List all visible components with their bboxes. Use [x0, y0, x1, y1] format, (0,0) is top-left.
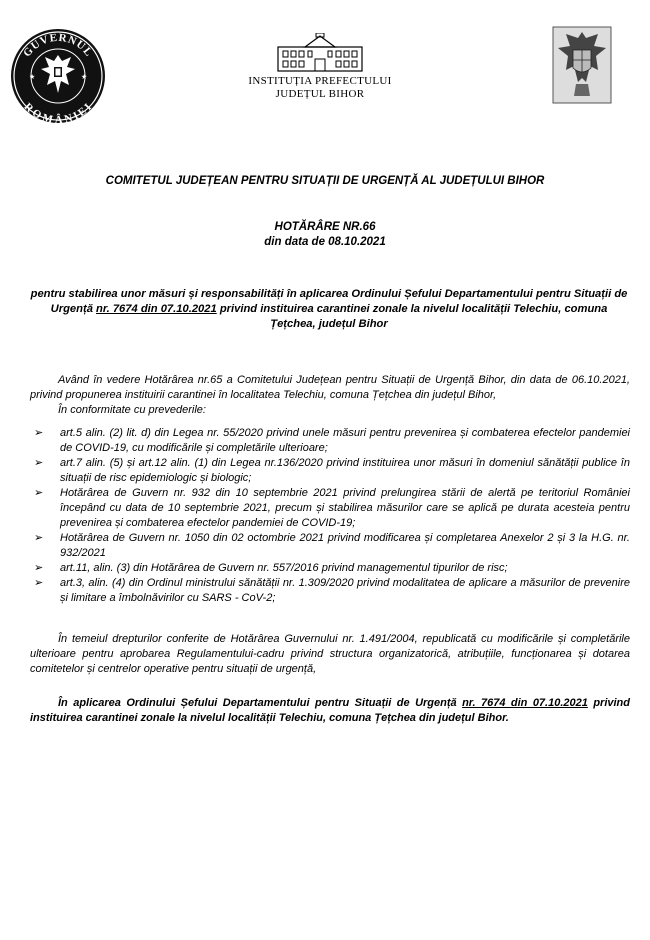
- arrow-bullet-icon: ➢: [34, 457, 44, 469]
- conformity-line: În conformitate cu prevederile:: [58, 404, 206, 416]
- scope-order-reference: nr. 7674 din 07.10.2021: [96, 303, 217, 315]
- scope-text-1: pentru stabilirea unor măsuri și responsabilități în aplicarea Ordinului Șefului Departamentului pentru Situații de Urgență: [30, 288, 628, 315]
- arrow-bullet-icon: ➢: [34, 532, 44, 544]
- list-item: ➢ Hotărârea de Guvern nr. 1050 din 02 octombrie 2021 privind modificarea și completarea Anexelor 2 și 3 la H.G. nr. 932/2021: [34, 532, 630, 559]
- provisions-list: [30, 426, 630, 606]
- decision-heading: [0, 220, 650, 250]
- arrow-bullet-icon: ➢: [34, 577, 44, 589]
- seal-text-top: GUVERNUL: [21, 31, 95, 60]
- institution-county: JUDEȚUL BIHOR: [275, 88, 365, 100]
- application-order-reference: nr. 7674 din 07.10.2021: [462, 697, 588, 709]
- scope-text-2: privind instituirea carantinei zonale la nivelul localității Telechiu, comuna Țețchea, județul Bihor: [216, 303, 608, 330]
- list-item: ➢ art.7 alin. (5) și art.12 alin. (1) din Legea nr.136/2020 privind instituirea unor măsuri în domeniul sănătății publice în situații de risc epidemiologic și biologic;: [34, 457, 630, 484]
- intro-paragraph: Având în vedere Hotărârea nr.65 a Comitetului Județean pentru Situații de Urgență Bihor, din data de 06.10.2021, privind propunerea instituirii carantinei în localitatea Telechiu, comuna Țețchea din județul Bihor,: [30, 374, 630, 401]
- list-item: ➢ art.11, alin. (3) din Hotărârea de Guvern nr. 557/2016 privind managementul tipurilor de risc;: [34, 562, 508, 574]
- legal-basis-paragraph: În temeiul drepturilor conferite de Hotărârea Guvernului nr. 1.491/2004, republicată cu modificările și completările ulterioare pentru aprobarea Regulamentului-cadru privind structura organizatorică, atribuțiile, funcționarea și dotarea comitetelor și centrelor operative pentru situații de urgență,: [30, 633, 630, 675]
- decision-scope: [30, 287, 628, 332]
- arrow-bullet-icon: ➢: [34, 562, 44, 574]
- decision-date: din data de 08.10.2021: [264, 236, 386, 248]
- romanian-coat-of-arms-icon: [552, 26, 612, 104]
- institution-name: INSTITUȚIA PREFECTULUI: [248, 75, 392, 87]
- list-item: ➢ art.3, alin. (4) din Ordinul ministrului sănătății nr. 1.309/2020 privind modalitatea de aplicare a măsurilor de prevenire și limitare a îmbolnăvirilor cu SARS - CoV-2;: [34, 577, 630, 604]
- list-item: ➢ Hotărârea de Guvern nr. 932 din 10 septembrie 2021 privind prelungirea stării de alertă pe teritoriul României începând cu data de 10 septembrie 2021, precum și stabilirea măsurilor care se aplică pe durata acesteia pentru prevenirea și combaterea efectelor pandemiei de COVID-19;: [34, 487, 630, 529]
- seal-text-bottom: ROMÂNIEI: [21, 100, 95, 125]
- svg-text:★: ★: [81, 74, 88, 81]
- institution-header: [225, 33, 415, 101]
- svg-text:★: ★: [29, 74, 36, 81]
- guvernul-romaniei-seal-icon: [9, 27, 107, 125]
- list-item: ➢ art.5 alin. (2) lit. d) din Legea nr. 55/2020 privind unele măsuri pentru prevenirea și combaterea efectelor pandemiei de COVID-19, cu modificările și completările ulterioare;: [34, 427, 630, 454]
- application-paragraph: În aplicarea Ordinului Șefului Departamentului pentru Situații de Urgență nr. 7674 din 07.10.2021 privind instituirea carantinei zonale la nivelul localității Telechiu, comuna Țețchea din județul Bihor.: [30, 697, 630, 724]
- decision-number: HOTĂRÂRE NR.66: [274, 221, 376, 233]
- palace-building-icon: [275, 33, 365, 73]
- committee-title: COMITETUL JUDEȚEAN PENTRU SITUAȚII DE URGENȚĂ AL JUDEȚULUI BIHOR: [105, 175, 545, 187]
- arrow-bullet-icon: ➢: [34, 427, 44, 439]
- arrow-bullet-icon: ➢: [34, 487, 44, 499]
